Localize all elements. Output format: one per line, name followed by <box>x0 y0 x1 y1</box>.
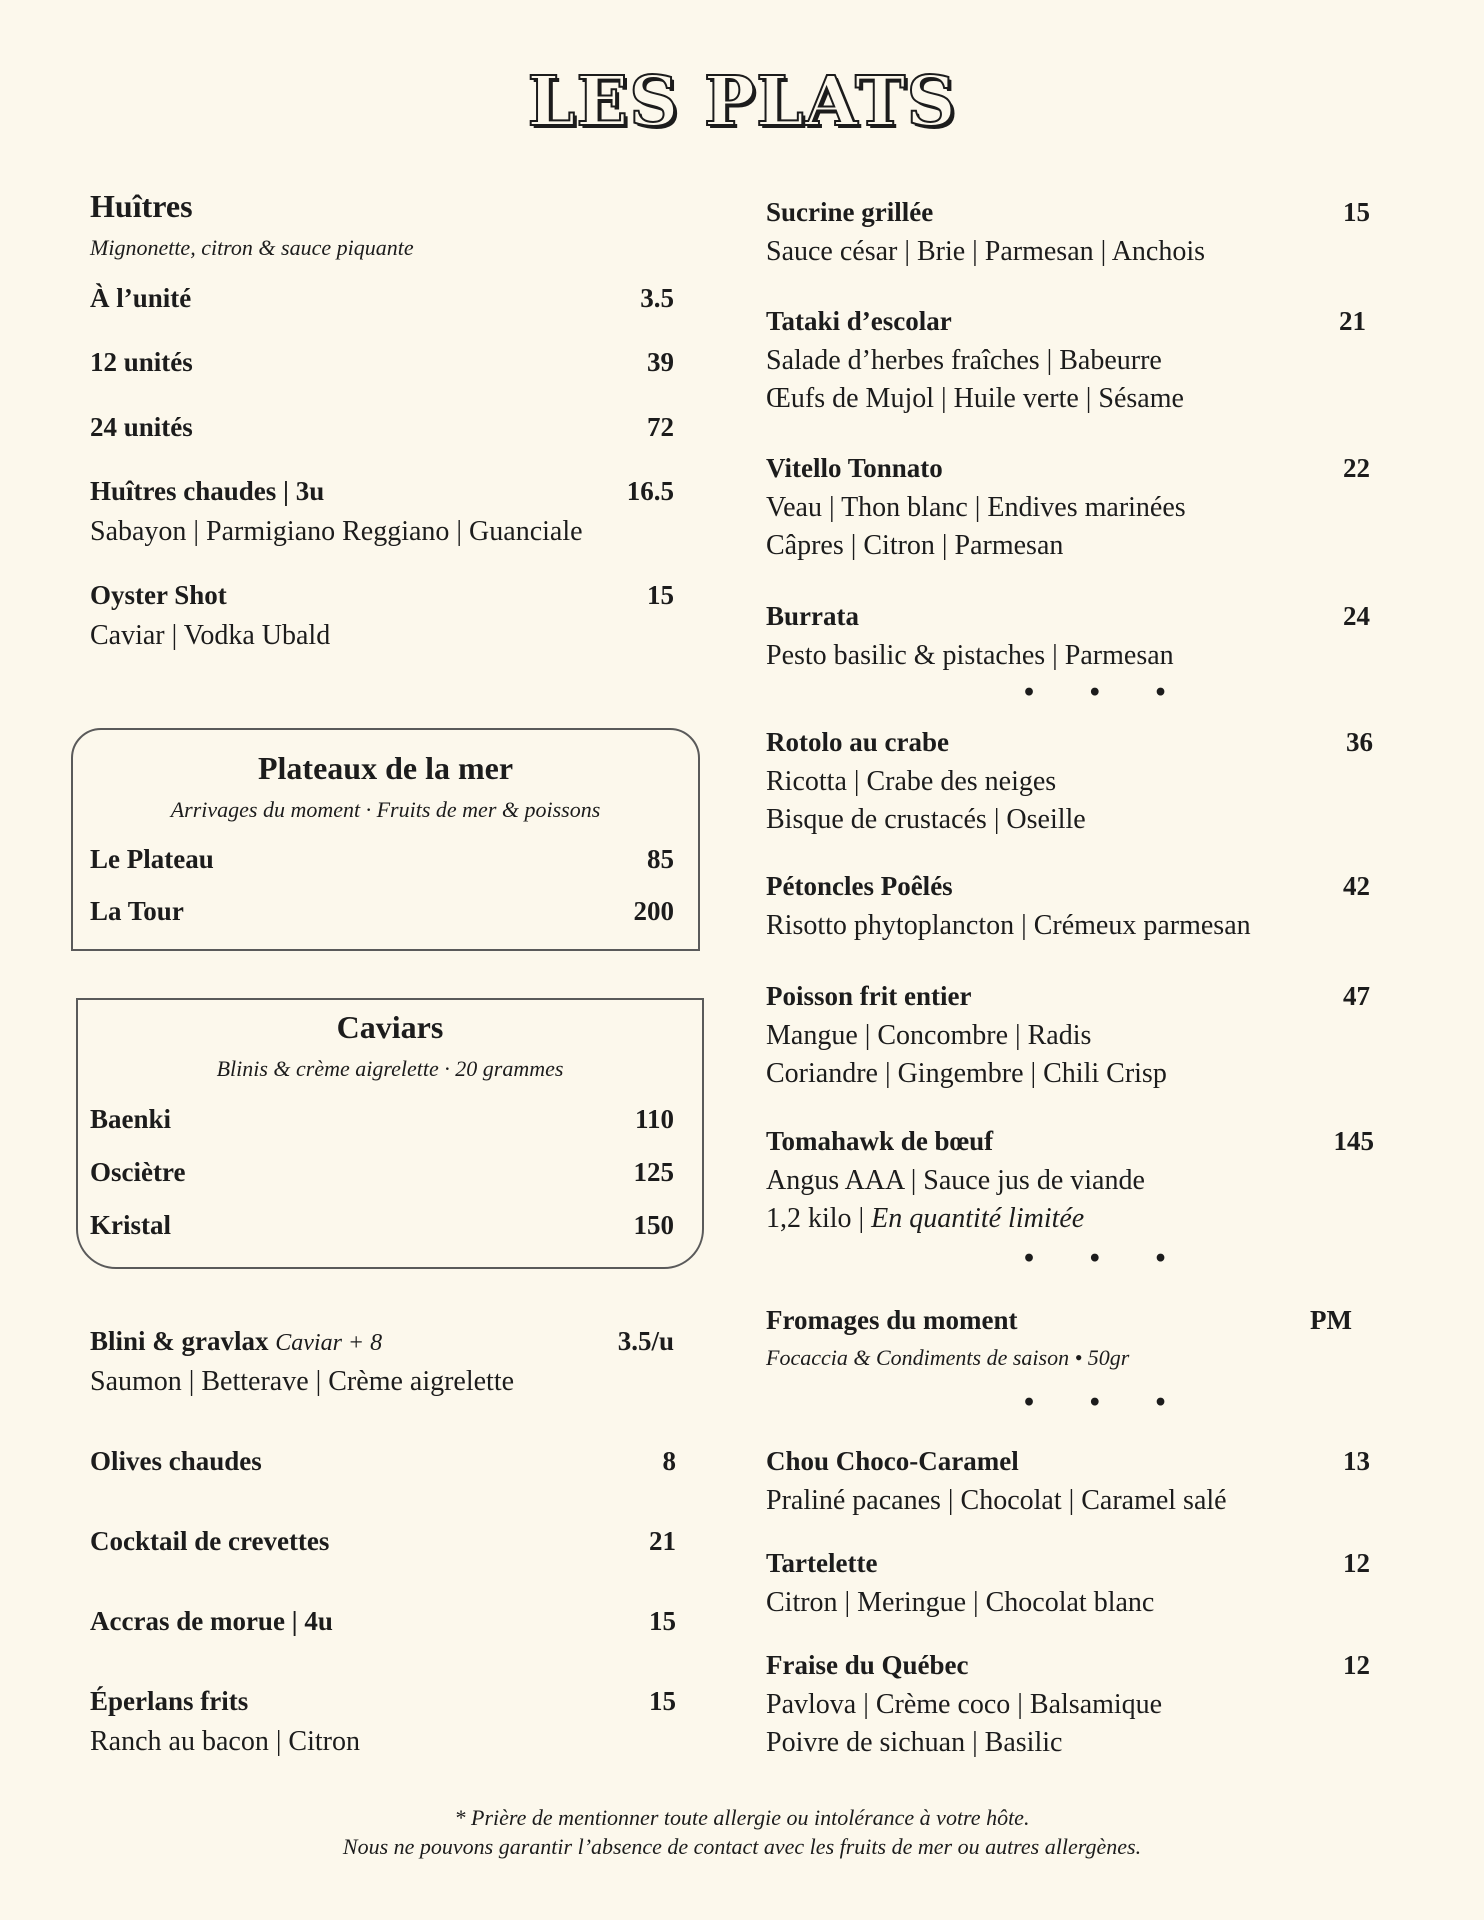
menu-item-description: Câpres | Citron | Parmesan <box>766 530 1064 561</box>
huitres-heading: Huîtres <box>90 188 193 224</box>
menu-item-price: 42 <box>1343 871 1370 901</box>
menu-item-name: Vitello Tonnato <box>766 453 943 483</box>
caviars-heading: Caviars <box>336 1009 444 1045</box>
menu-item-price: 12 <box>1343 1650 1370 1680</box>
menu-item-description: Ricotta | Crabe des neiges <box>766 766 1057 797</box>
plateaux-heading: Plateaux de la mer <box>257 750 514 786</box>
menu-item-price: 21 <box>1339 306 1366 336</box>
menu-item-description: Sauce césar | Brie | Parmesan | Anchois <box>766 236 1206 267</box>
allergy-notice: * Prière de mentionner toute allergie ou intolérance à votre hôte. <box>454 1805 1030 1830</box>
separator-dots: • • • <box>1022 680 1190 706</box>
menu-item-price: 15 <box>1343 197 1370 227</box>
menu-item-name: Tomahawk de bœuf <box>766 1126 994 1156</box>
menu-item-description: Angus AAA | Sauce jus de viande <box>766 1165 1145 1196</box>
menu-item-description: Salade d’herbes fraîches | Babeurre <box>766 345 1162 376</box>
menu-item-name: Osciètre <box>90 1157 186 1187</box>
menu-item-description: Sabayon | Parmigiano Reggiano | Guanciale <box>90 516 583 547</box>
menu-item-name: Accras de morue | 4u <box>90 1606 333 1636</box>
menu-item-price: 36 <box>1346 727 1373 757</box>
menu-item-price: 3.5/u <box>617 1326 674 1356</box>
menu-item-name: Burrata <box>766 601 859 631</box>
menu-item-price: 47 <box>1343 981 1370 1011</box>
menu-item-name: Éperlans frits <box>90 1686 249 1716</box>
menu-item-description: Focaccia & Condiments de saison • 50gr <box>766 1345 1130 1370</box>
menu-item-description: Pesto basilic & pistaches | Parmesan <box>766 640 1174 671</box>
menu-item-name: Poisson frit entier <box>766 981 972 1011</box>
menu-item-description: Caviar | Vodka Ubald <box>90 620 331 651</box>
menu-item-price: 24 <box>1343 601 1370 631</box>
menu-item-price: 13 <box>1343 1446 1370 1476</box>
menu-item-price: 150 <box>633 1210 674 1240</box>
menu-item-price: 15 <box>649 1606 676 1636</box>
menu-item-price: 15 <box>647 580 674 610</box>
menu-item-name: À l’unité <box>90 283 192 313</box>
caviars-subtitle: Blinis & crème aigrelette · 20 grammes <box>216 1056 564 1081</box>
huitres-subtitle: Mignonette, citron & sauce piquante <box>90 235 414 260</box>
separator-dots: • • • <box>1022 1246 1190 1272</box>
menu-item-name: Chou Choco-Caramel <box>766 1446 1019 1476</box>
menu-item-name: Fromages du moment <box>766 1305 1018 1335</box>
menu-item-description: Citron | Meringue | Chocolat blanc <box>766 1587 1155 1618</box>
menu-item-name: Baenki <box>90 1104 172 1134</box>
menu-item-name: 12 unités <box>90 347 193 377</box>
menu-item-price: 22 <box>1343 453 1370 483</box>
menu-item-name: Olives chaudes <box>90 1446 262 1476</box>
separator-dots: • • • <box>1022 1390 1190 1416</box>
menu-item-description: Mangue | Concombre | Radis <box>766 1020 1092 1051</box>
menu-item-name: Le Plateau <box>90 844 214 874</box>
menu-item-name: Sucrine grillée <box>766 197 934 227</box>
menu-item-description: Risotto phytoplancton | Crémeux parmesan <box>766 910 1251 941</box>
menu-item-price: PM <box>1310 1305 1352 1335</box>
menu-item-price: 8 <box>662 1446 676 1476</box>
menu-item-name: Oyster Shot <box>90 580 227 610</box>
menu-item-name: Tataki d’escolar <box>766 306 952 336</box>
menu-item-name: 24 unités <box>90 412 193 442</box>
menu-item-name: Cocktail de crevettes <box>90 1526 330 1556</box>
menu-item-price: 125 <box>633 1157 674 1187</box>
menu-item-description: Œufs de Mujol | Huile verte | Sésame <box>766 383 1184 414</box>
menu-item-name: Kristal <box>90 1210 171 1240</box>
menu-item-name: Huîtres chaudes | 3u <box>90 476 325 506</box>
menu-item-name: Pétoncles Poêlés <box>766 871 953 901</box>
menu-item-price: 145 <box>1333 1126 1374 1156</box>
menu-item-description: Coriandre | Gingembre | Chili Crisp <box>766 1058 1167 1089</box>
menu-item-description: Saumon | Betterave | Crème aigrelette <box>90 1366 515 1397</box>
menu-item-name: La Tour <box>90 896 184 926</box>
menu-item-price: 200 <box>633 896 674 926</box>
allergy-disclaimer: Nous ne pouvons garantir l’absence de contact avec les fruits de mer ou autres allergènes. <box>342 1834 1142 1859</box>
menu-item-price: 12 <box>1343 1548 1370 1578</box>
menu-item-price: 3.5 <box>640 283 674 313</box>
menu-item-price: 72 <box>647 412 674 442</box>
menu-item-price: 16.5 <box>626 476 674 506</box>
menu-item-description: Bisque de crustacés | Oseille <box>766 804 1086 835</box>
menu-item-description: Ranch au bacon | Citron <box>90 1726 360 1757</box>
menu-item-price: 21 <box>649 1526 676 1556</box>
menu-item-description: 1,2 kilo | En quantité limitée <box>766 1203 1085 1234</box>
plateaux-subtitle: Arrivages du moment · Fruits de mer & poissons <box>170 797 601 822</box>
menu-item-price: 15 <box>649 1686 676 1716</box>
menu-item-extra: Caviar + 8 <box>275 1330 383 1356</box>
menu-item-name: Fraise du Québec <box>766 1650 969 1680</box>
menu-item-description: Praliné pacanes | Chocolat | Caramel salé <box>766 1485 1227 1516</box>
menu-item-description: Veau | Thon blanc | Endives marinées <box>766 492 1186 523</box>
menu-item-price: 85 <box>647 844 674 874</box>
menu-item-name: Blini & gravlax Caviar + 8 <box>90 1326 383 1356</box>
menu-item-price: 110 <box>634 1104 674 1134</box>
menu-item-description: Poivre de sichuan | Basilic <box>766 1727 1063 1758</box>
menu-item-price: 39 <box>647 347 674 377</box>
menu-item-description: Pavlova | Crème coco | Balsamique <box>766 1689 1163 1720</box>
menu-item-name: Rotolo au crabe <box>766 727 949 757</box>
page-title: LES PLATS <box>527 62 957 142</box>
menu-item-name: Tartelette <box>766 1548 878 1578</box>
